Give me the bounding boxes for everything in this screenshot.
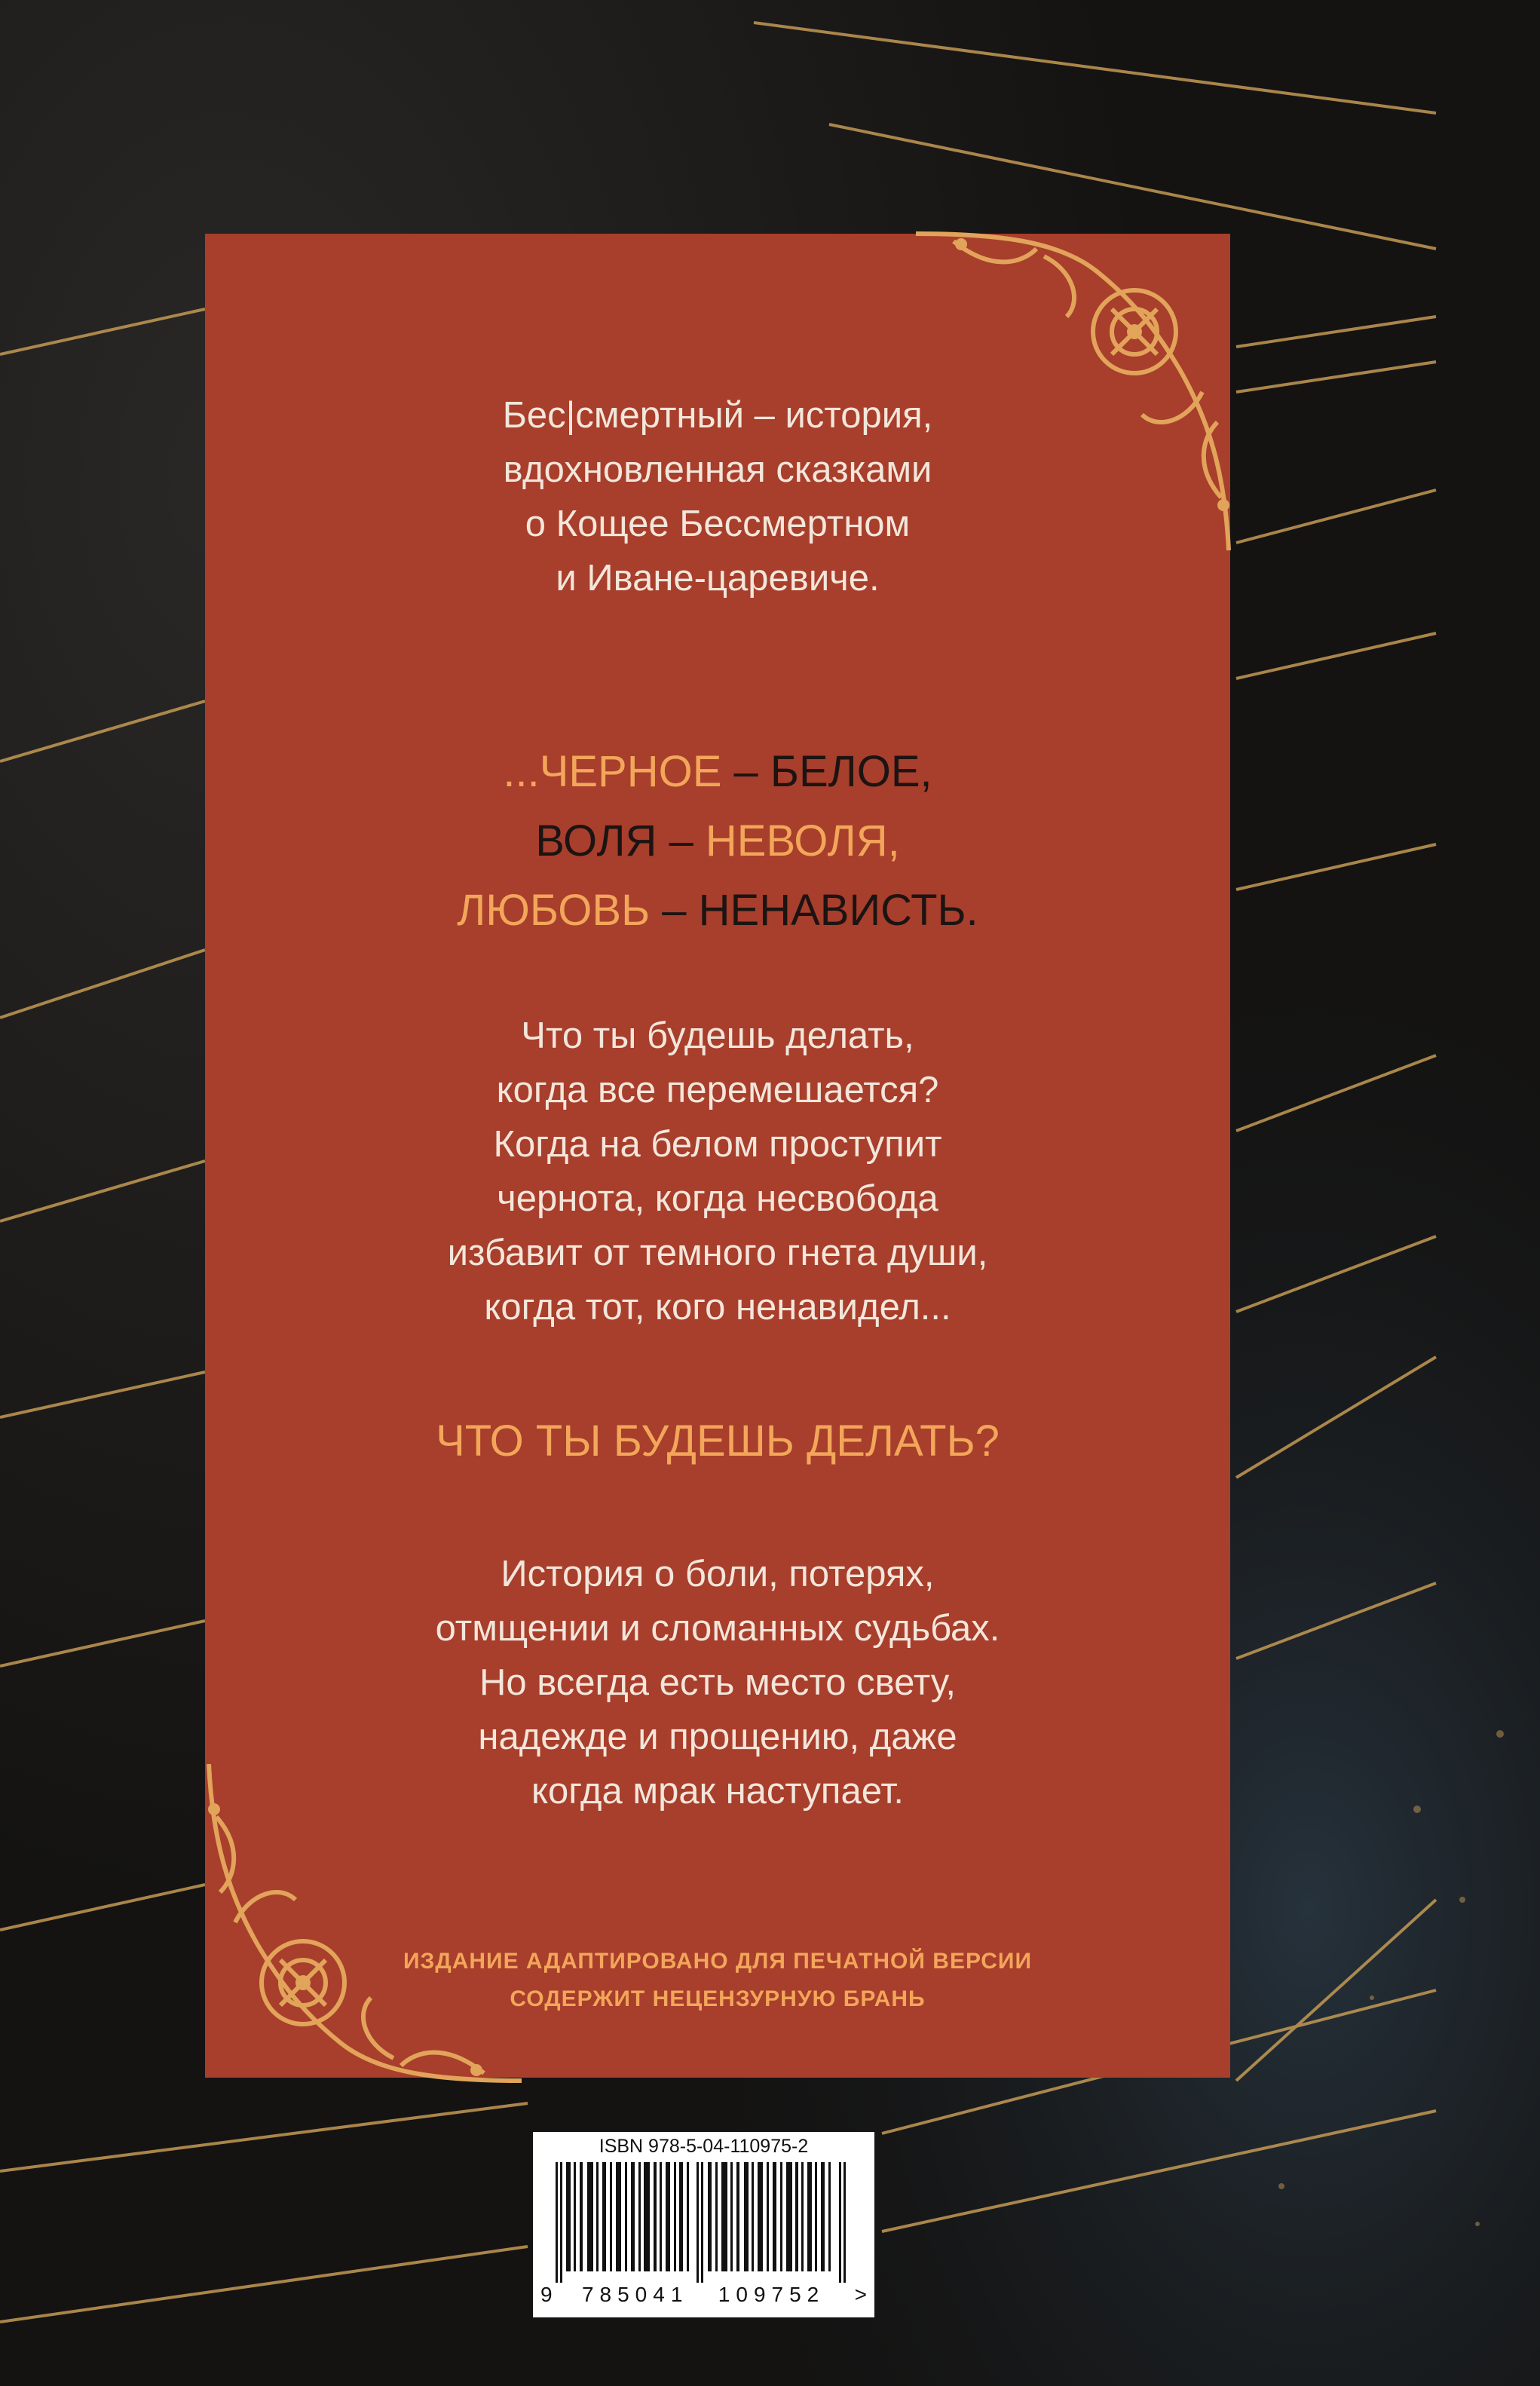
story-line: отмщении и сломанных судьбах. xyxy=(435,1608,1000,1649)
story-line: История о боли, потерях, xyxy=(501,1554,935,1594)
slogan-dark-word: – БЕЛОЕ, xyxy=(721,747,932,796)
questions-line: когда тот, кого ненавидел... xyxy=(484,1287,951,1328)
barcode xyxy=(533,2132,874,2317)
story-line: надежде и прощению, даже xyxy=(478,1717,957,1757)
barcode-digits-left: 785041 xyxy=(581,2283,689,2306)
questions-line: Когда на белом проступит xyxy=(493,1124,942,1165)
slogan-gold-word: НЕВОЛЯ, xyxy=(705,816,900,865)
slogan-line-2 xyxy=(205,807,1230,876)
slogan-dark-word: ВОЛЯ – xyxy=(535,816,706,865)
intro-line: Бес|смертный – история, xyxy=(502,395,933,436)
barcode-digits-right: 109752 xyxy=(718,2283,825,2306)
slogan-line-1 xyxy=(205,737,1230,807)
key-question: ЧТО ТЫ БУДЕШЬ ДЕЛАТЬ? xyxy=(436,1417,1000,1466)
barcode-digits xyxy=(533,2283,874,2307)
slogan-gold-word: ...ЧЕРНОЕ xyxy=(503,747,722,796)
isbn-label: ISBN 978-5-04-110975-2 xyxy=(599,2136,809,2157)
questions-text xyxy=(205,1009,1230,1334)
story-line: когда мрак наступает. xyxy=(531,1771,904,1812)
slogan xyxy=(205,737,1230,945)
slogan-gold-word: ЛЮБОВЬ xyxy=(457,886,651,935)
slogan-line-3 xyxy=(205,876,1230,945)
questions-line: чернота, когда несвобода xyxy=(497,1178,938,1219)
barcode-digit-lead: 9 xyxy=(540,2283,553,2306)
edition-notes xyxy=(205,1943,1230,2018)
content-warning: СОДЕРЖИТ НЕЦЕНЗУРНУЮ БРАНЬ xyxy=(510,1986,926,2011)
edition-note: ИЗДАНИЕ АДАПТИРОВАНО ДЛЯ ПЕЧАТНОЙ ВЕРСИИ xyxy=(403,1949,1033,1974)
intro-line: о Кощее Бессмертном xyxy=(525,504,911,544)
intro-line: вдохновленная сказками xyxy=(503,449,932,490)
questions-line: избавит от темного гнета души, xyxy=(447,1233,988,1273)
story-text xyxy=(205,1547,1230,1818)
questions-line: когда все перемешается? xyxy=(496,1070,939,1110)
story-line: Но всегда есть место свету, xyxy=(479,1662,956,1703)
intro-line: и Иване-царевиче. xyxy=(556,558,880,599)
questions-line: Что ты будешь делать, xyxy=(521,1015,914,1056)
intro-text xyxy=(205,388,1230,605)
barcode-icon xyxy=(550,2162,859,2283)
barcode-digit-tail: > xyxy=(854,2283,867,2306)
slogan-dark-word: – НЕНАВИСТЬ. xyxy=(650,886,978,935)
